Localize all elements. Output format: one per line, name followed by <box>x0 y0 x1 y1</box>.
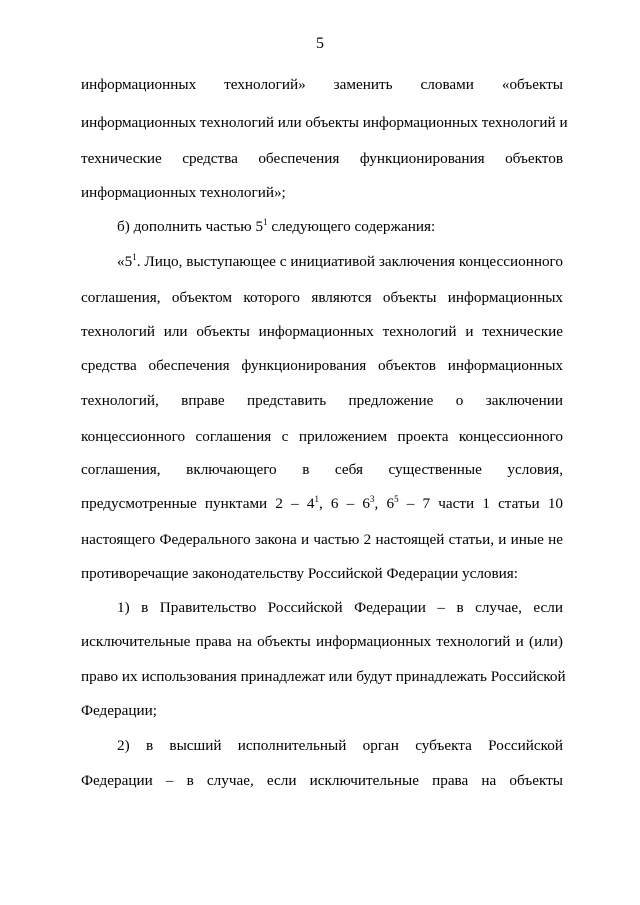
text-line-13-part-a: предусмотренные пунктами 2 – 4 <box>81 495 315 512</box>
text-line-12: соглашения, включающего в себя существенные условия, <box>81 461 563 478</box>
text-line-2: информационных технологий или объекты информационных технологий и <box>81 114 568 131</box>
text-line-7: соглашения, объектом которого являются объекты информационных <box>81 289 563 306</box>
text-line-3: технические средства обеспечения функционирования объектов <box>81 150 563 167</box>
text-line-10: технологий, вправе представить предложение о заключении <box>81 392 563 409</box>
superscript: 3 <box>370 494 375 504</box>
text-line-18: право их использования принадлежат или будут принадлежать Российской <box>81 668 566 685</box>
text-line-19: Федерации; <box>81 702 157 719</box>
text-line-4: информационных технологий»; <box>81 184 286 201</box>
text-line-8: технологий или объекты информационных технологий и технические <box>81 323 563 340</box>
text-line-1: информационных технологий» заменить словами «объекты <box>81 76 563 93</box>
text-line-15: противоречащие законодательству Российской Федерации условия: <box>81 565 519 582</box>
text-line-11: концессионного соглашения с приложением проекта концессионного <box>81 428 563 445</box>
text-line-21: Федерации – в случае, если исключительные права на объекты <box>81 772 563 789</box>
text-line-16: 1) в Правительство Российской Федерации – в случае, если <box>117 599 563 616</box>
text-line-13-part-d: – 7 части 1 статьи 10 <box>398 495 564 512</box>
superscript: 1 <box>132 252 137 262</box>
page-number: 5 <box>316 35 324 52</box>
text-line-5-part-b: следующего содержания: <box>267 218 436 235</box>
text-line-6 <box>117 252 563 272</box>
superscript: 1 <box>263 217 268 227</box>
text-line-5-part-a: б) дополнить частью 5 <box>117 218 264 235</box>
text-line-13-part-c: , 6 <box>374 495 395 512</box>
text-line-13 <box>81 494 563 514</box>
text-line-6-part-a: «5 <box>117 253 133 270</box>
text-line-20: 2) в высший исполнительный орган субъекта Российской <box>117 737 563 754</box>
superscript: 5 <box>394 494 399 504</box>
text-line-5 <box>117 217 563 237</box>
text-line-17: исключительные права на объекты информационных технологий и (или) <box>81 633 563 650</box>
text-line-6-part-b: . Лицо, выступающее с инициативой заключения концессионного <box>136 253 563 270</box>
superscript: 1 <box>314 494 319 504</box>
text-line-14: настоящего Федерального закона и частью 2 настоящей статьи, и иные не <box>81 531 563 548</box>
text-line-13-part-b: , 6 – 6 <box>318 495 371 512</box>
text-line-9: средства обеспечения функционирования объектов информационных <box>81 357 563 374</box>
